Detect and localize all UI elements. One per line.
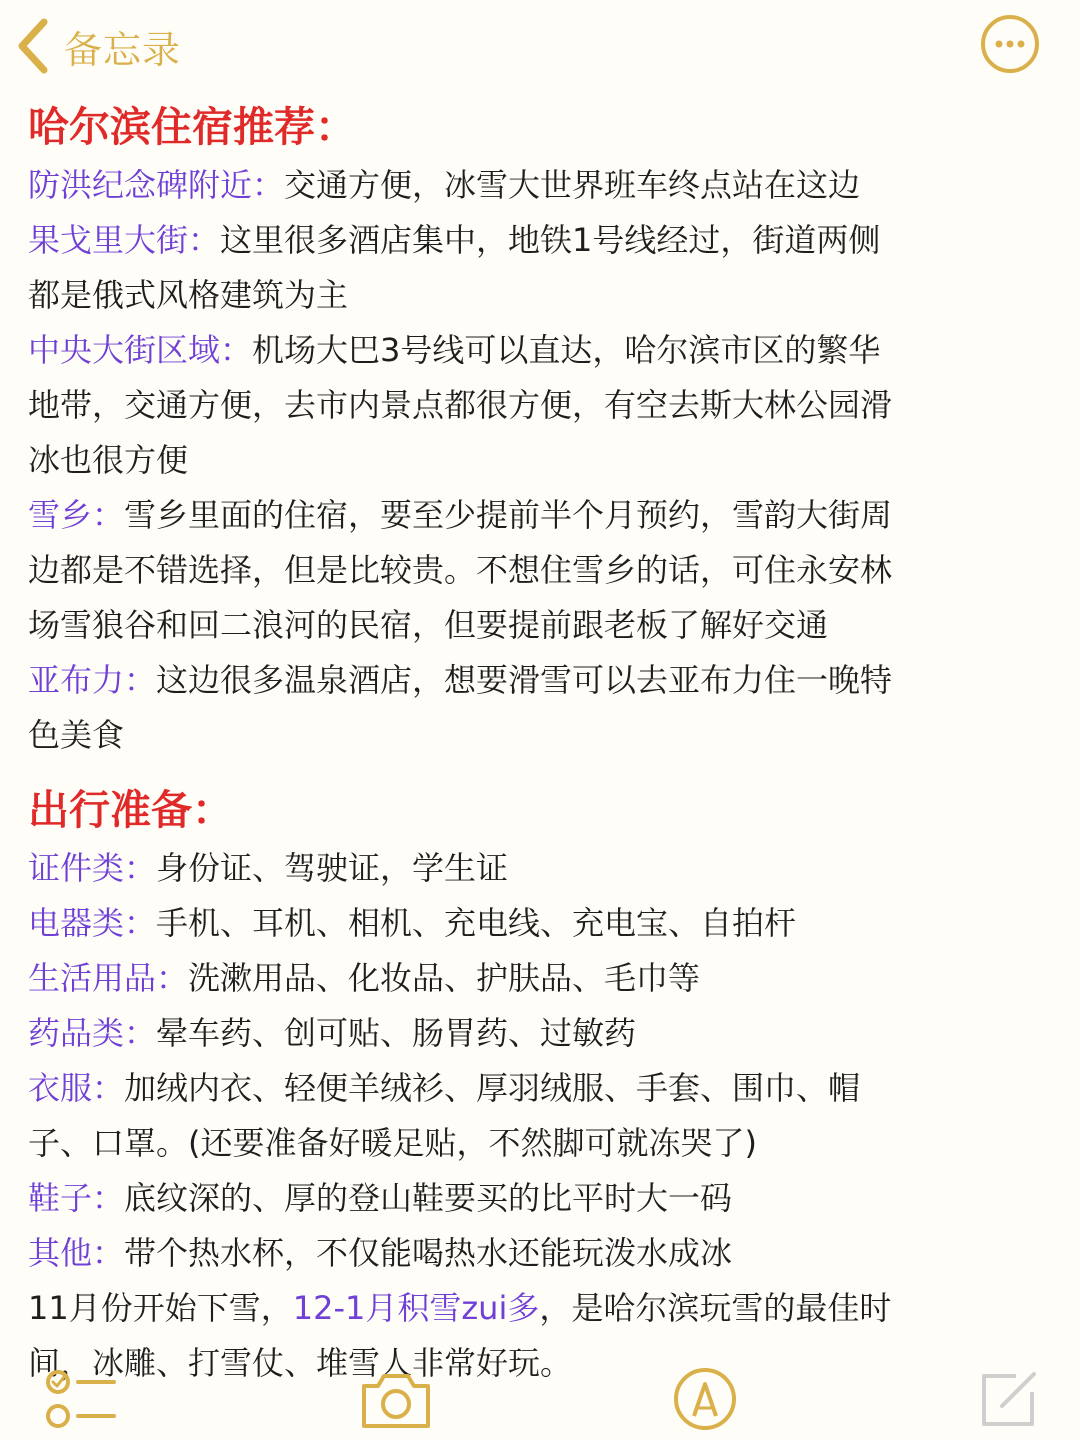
prep-item-shoes (28, 1172, 1058, 1224)
checklist-icon (44, 1366, 118, 1432)
prep-item-other (28, 1227, 1058, 1279)
bottom-toolbar (0, 1360, 1080, 1440)
item-text: 边都是不错选择，但是比较贵。不想住雪乡的话，可住永安林 (28, 551, 893, 589)
item-text: 子、口罩。(还要准备好暖足贴，不然脚可就冻哭了) (28, 1124, 757, 1162)
lodging-section-title: 哈尔滨住宿推荐： (28, 103, 356, 151)
item-text: 底纹深的、厚的登山鞋要买的比平时大一码 (124, 1179, 733, 1217)
item-label: 电器类： (28, 904, 157, 942)
item-text: 这边很多温泉酒店，想要滑雪可以去亚布力住一晚特 (156, 661, 893, 699)
camera-button[interactable] (358, 1366, 434, 1436)
prep-item-docs (28, 842, 1058, 894)
closing-post: ，是哈尔滨玩雪的最佳时 (539, 1289, 892, 1327)
item-label: 其他： (28, 1234, 125, 1272)
prep-item-clothes (28, 1062, 1058, 1169)
checklist-button[interactable] (44, 1366, 118, 1436)
item-label: 雪乡： (28, 496, 125, 534)
item-text: 场雪狼谷和回二浪河的民宿，但要提前跟老板了解好交通 (28, 606, 829, 644)
item-text: 洗漱用品、化妆品、护肤品、毛巾等 (188, 959, 701, 997)
chevron-left-icon (16, 18, 50, 74)
markup-icon (672, 1366, 738, 1432)
item-label: 证件类： (28, 849, 157, 887)
back-button[interactable] (16, 18, 181, 74)
item-text: 都是俄式风格建筑为主 (28, 276, 349, 314)
item-text: 交通方便，冰雪大世界班车终点站在这边 (284, 166, 861, 204)
item-text: 带个热水杯，不仅能喝热水还能玩泼水成冰 (124, 1234, 733, 1272)
prep-item-daily (28, 952, 1058, 1004)
item-text: 加绒内衣、轻便羊绒衫、厚羽绒服、手套、围巾、帽 (124, 1069, 861, 1107)
item-text: 冰也很方便 (28, 441, 189, 479)
camera-icon (358, 1366, 434, 1432)
compose-icon (976, 1366, 1040, 1432)
closing-pre: 11月份开始下雪， (28, 1289, 293, 1327)
compose-button[interactable] (976, 1366, 1040, 1436)
lodging-item-fanghong (28, 159, 1058, 211)
item-label: 药品类： (28, 1014, 157, 1052)
item-text: 色美食 (28, 716, 125, 754)
lodging-item-guogeli (28, 214, 1058, 321)
top-navigation-bar (0, 0, 1080, 92)
lodging-item-xuexiang (28, 489, 1058, 651)
more-icon (980, 14, 1040, 74)
item-text: 身份证、驾驶证，学生证 (156, 849, 509, 887)
item-label: 果戈里大街： (28, 221, 221, 259)
prep-section-title: 出行准备： (28, 786, 233, 834)
item-text: 机场大巴3号线可以直达，哈尔滨市区的繁华 (252, 331, 881, 369)
closing-highlight: 12-1月积雪zui多 (292, 1289, 540, 1327)
item-label: 衣服： (28, 1069, 125, 1107)
item-text: 雪乡里面的住宿，要至少提前半个月预约，雪韵大街周 (124, 496, 893, 534)
markup-button[interactable] (672, 1366, 738, 1436)
more-button[interactable] (980, 14, 1040, 74)
item-text: 晕车药、创可贴、肠胃药、过敏药 (156, 1014, 637, 1052)
item-text: 手机、耳机、相机、充电线、充电宝、自拍杆 (156, 904, 797, 942)
back-label: 备忘录 (64, 27, 182, 72)
prep-item-electronics (28, 897, 1058, 949)
item-label: 防洪纪念碑附近： (28, 166, 285, 204)
note-body[interactable] (28, 98, 1058, 1389)
prep-item-medicine (28, 1007, 1058, 1059)
item-label: 生活用品： (28, 959, 189, 997)
closing-line2: 间，冰雕、打雪仗、堆雪人非常好玩。 (28, 1344, 573, 1382)
item-text: 地带，交通方便，去市内景点都很方便，有空去斯大林公园滑 (28, 386, 893, 424)
item-text: 这里很多酒店集中，地铁1号线经过，街道两侧 (220, 221, 881, 259)
item-label: 亚布力： (28, 661, 157, 699)
lodging-item-yabuli (28, 654, 1058, 761)
item-label: 中央大街区域： (28, 331, 253, 369)
item-label: 鞋子： (28, 1179, 125, 1217)
lodging-item-zhongyang (28, 324, 1058, 486)
